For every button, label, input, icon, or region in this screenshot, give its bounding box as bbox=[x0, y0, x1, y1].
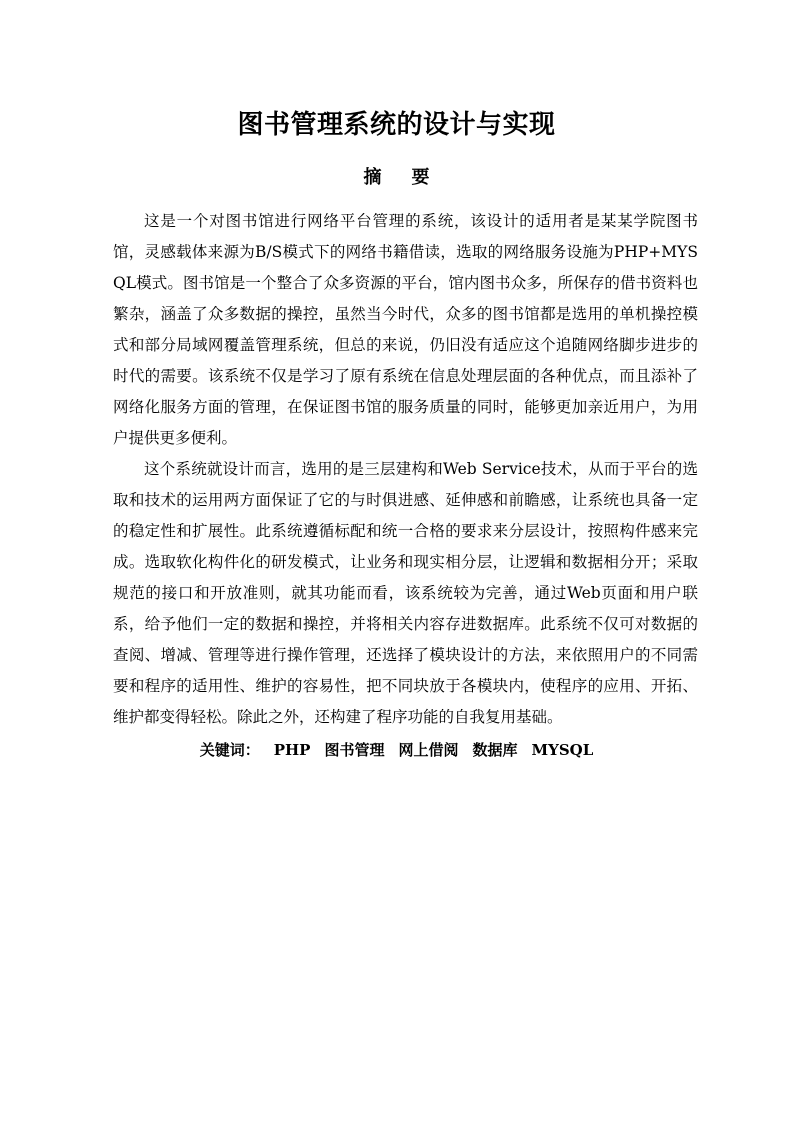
keywords-label: 关键词： bbox=[199, 741, 260, 759]
abstract-body bbox=[113, 206, 698, 733]
keyword-item: MYSQL bbox=[531, 741, 594, 759]
keywords-line bbox=[0, 736, 793, 764]
keyword-item: 网上借阅 bbox=[398, 741, 459, 759]
abstract-paragraph-2: 这个系统就设计而言，选用的是三层建构和Web Service技术，从而于平台的选取和技术的运用两方面保证了它的与时俱进感、延伸感和前瞻感，让系统也具备一定的稳定性和扩展性。此系统遵循标配和统一合格的要求来分层设计，按照构件感来完成。选取软化构件化的研发模式，让业务和现实相分层，让逻辑和数据相分开；采取规范的接口和开放准则，就其功能而看，该系统较为完善，通过Web页面和用户联系，给予他们一定的数据和操控，并将相关内容存进数据库。此系统不仅可对数据的查阅、增减、管理等进行操作管理，还选择了模块设计的方法，来依照用户的不同需要和程序的适用性、维护的容易性，把不同块放于各模块内，使程序的应用、开拓、维护都变得轻松。除此之外，还构建了程序功能的自我复用基础。 bbox=[113, 460, 698, 726]
document-title: 图书管理系统的设计与实现 bbox=[237, 110, 556, 140]
keyword-item: PHP bbox=[273, 741, 311, 759]
keyword-item: 图书管理 bbox=[324, 741, 385, 759]
keyword-item: 数据库 bbox=[472, 741, 518, 759]
abstract-paragraph-1: 这是一个对图书馆进行网络平台管理的系统，该设计的适用者是某某学院图书馆，灵感载体来源为B/S模式下的网络书籍借读，选取的网络服务设施为PHP+MYSQL模式。图书馆是一个整合了众多资源的平台，馆内图书众多，所保存的借书资料也繁杂，涵盖了众多数据的操控，虽然当今时代，众多的图书馆都是选用的单机操控模式和部分局域网覆盖管理系统，但总的来说，仍旧没有适应这个追随网络脚步进步的时代的需要。该系统不仅是学习了原有系统在信息处理层面的各种优点，而且添补了网络化服务方面的管理，在保证图书馆的服务质量的同时，能够更加亲近用户，为用户提供更多便利。 bbox=[113, 212, 698, 447]
abstract-heading: 摘要 bbox=[363, 167, 460, 188]
